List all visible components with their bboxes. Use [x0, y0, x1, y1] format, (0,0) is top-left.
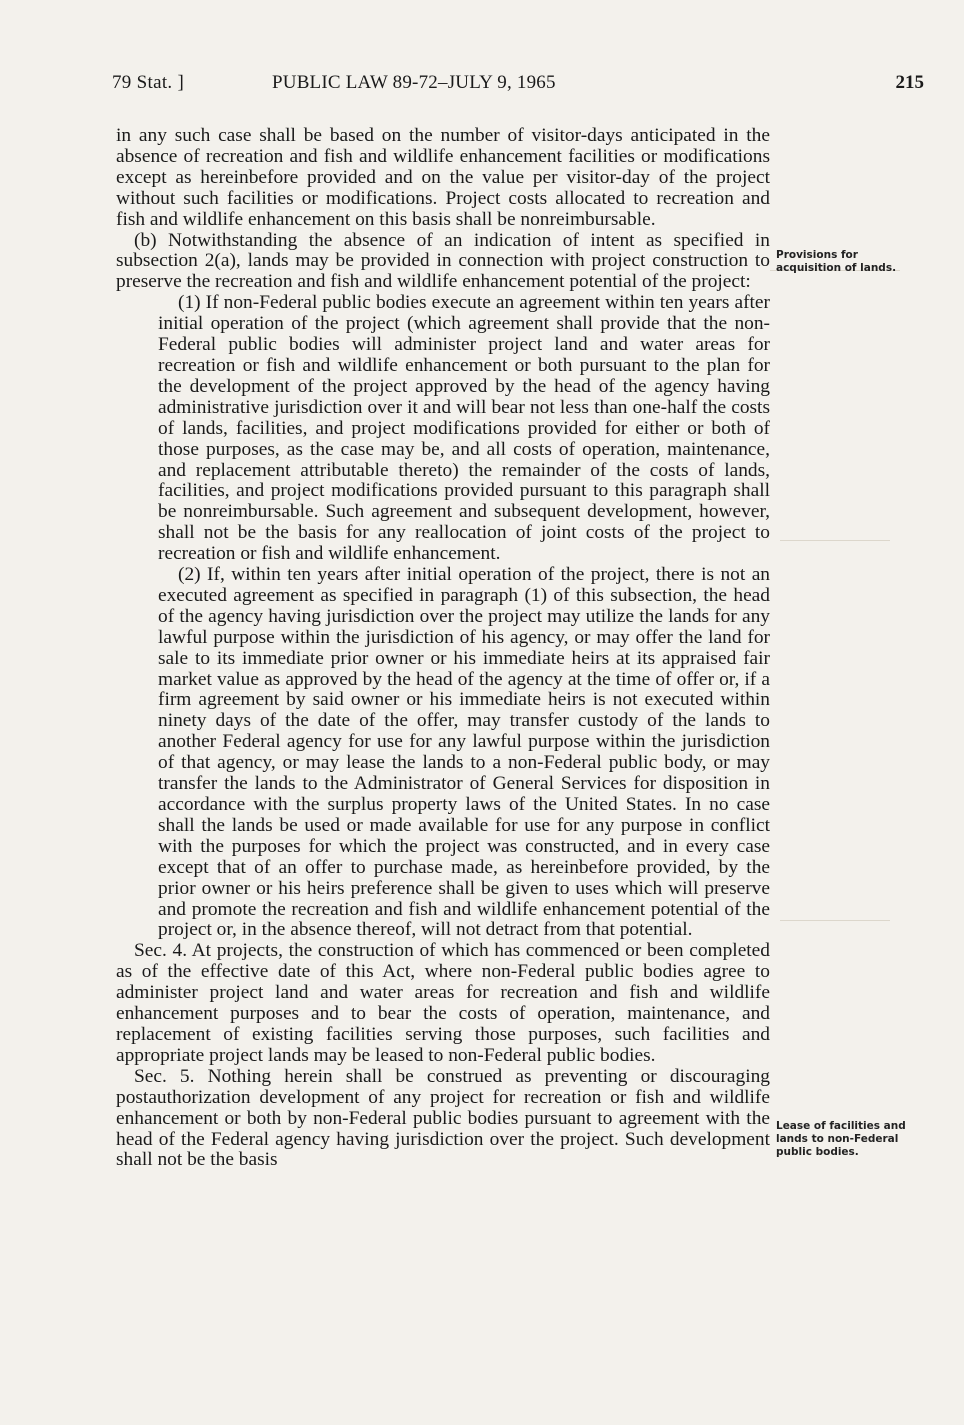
paragraph-subsection-b: (b) Notwithstanding the absence of an indication of intent as specified in subsection 2(a), lands may be provided in connection with project construction to preserve the recreation and fish and wildlife enhancement potential of the project:: [116, 229, 770, 293]
law-title: PUBLIC LAW 89-72–JULY 9, 1965: [272, 72, 556, 93]
paragraph-section-5: Sec. 5. Nothing herein shall be construed as preventing or discouraging postauthorization development of any project for recreation or fish and wildlife enhancement or both by non-Federal public bodies pursuant to agreement with the head of the Federal agency having jurisdiction over the project. Such development shall not be the basis: [116, 1065, 770, 1171]
paragraph-item-2: (2) If, within ten years after initial operation of the project, there is not an executed agreement as specified in paragraph (1) of this subsection, the head of the agency having jurisdiction over the project may utilize the lands for any lawful purpose within the jurisdiction of his agency, or may offer the land for sale to its immediate prior owner or his immediate heirs at its appraised fair market value as approved by the head of the agency at the time of offer or, if a firm agreement by said owner or his immediate heirs is not executed within ninety days of the date of the offer, may transfer custody of the lands to another Federal agency for use for any lawful purpose within the jurisdiction of that agency, or may lease the lands to a non-Federal public body, or may transfer the lands to the Administrator of General Services for disposition in accordance with the surplus property laws of the United States. In no case shall the lands be used or made available for use for any purpose in conflict with the purposes for which the project was constructed, and in every case except that of an offer to purchase made, as hereinbefore provided, by the prior owner or his heirs preference shall be given to uses which will preserve and promote the recreation and fish and wildlife enhancement potential of the project or, in the absence thereof, will not detract from that potential.: [158, 564, 770, 941]
page-number: 215: [895, 72, 924, 93]
bleed-through-mark: [780, 920, 890, 921]
margin-note-lease-of-facilities: Lease of facilities and lands to non-Federal public bodies.: [776, 1120, 906, 1158]
law-body: [116, 126, 770, 1171]
bleed-through-mark: [780, 540, 890, 541]
margin-note-provisions-for-lands: Provisions for acquisition of lands.: [776, 249, 897, 274]
running-header: [112, 72, 924, 102]
paragraph-section-4: Sec. 4. At projects, the construction of which has commenced or been completed as of the effective date of this Act, where non-Federal public bodies agree to administer project land and water areas for recreation and fish and wildlife enhancement purposes and to bear the costs of operation, maintenance, and replacement of existing facilities serving those purposes, such facilities and appropriate project lands may be leased to non-Federal public bodies.: [116, 940, 770, 1066]
paragraph-continuation: in any such case shall be based on the number of visitor-days anticipated in the absence of recreation and fish and wildlife enhancement facilities or modifications except as hereinbefore provided and on the value per visitor-day of the project without such facilities or modifications. Project costs allocated to recreation and fish and wildlife enhancement on this basis shall be nonreimbursable.: [116, 125, 770, 230]
paragraph-item-1: (1) If non-Federal public bodies execute an agreement within ten years after initial operation of the project (which agreement shall provide that the non-Federal public bodies will administer project land and water areas for recreation or fish and wildlife enhancement or both pursuant to the plan for the development of the project approved by the head of the agency having administrative jurisdiction over it and will bear not less than one-half the costs of lands, facilities, and project modifications provided for either or both of those purposes, as the case may be, and all costs of operation, maintenance, and replacement attributable thereto) the remainder of the costs of lands, facilities, and project modifications provided pursuant to this paragraph shall be nonreimbursable. Such agreement and subsequent development, however, shall not be the basis for any reallocation of joint costs of the project to recreation or fish and wildlife enhancement.: [158, 292, 770, 565]
volume-citation: 79 Stat. ]: [112, 72, 185, 93]
